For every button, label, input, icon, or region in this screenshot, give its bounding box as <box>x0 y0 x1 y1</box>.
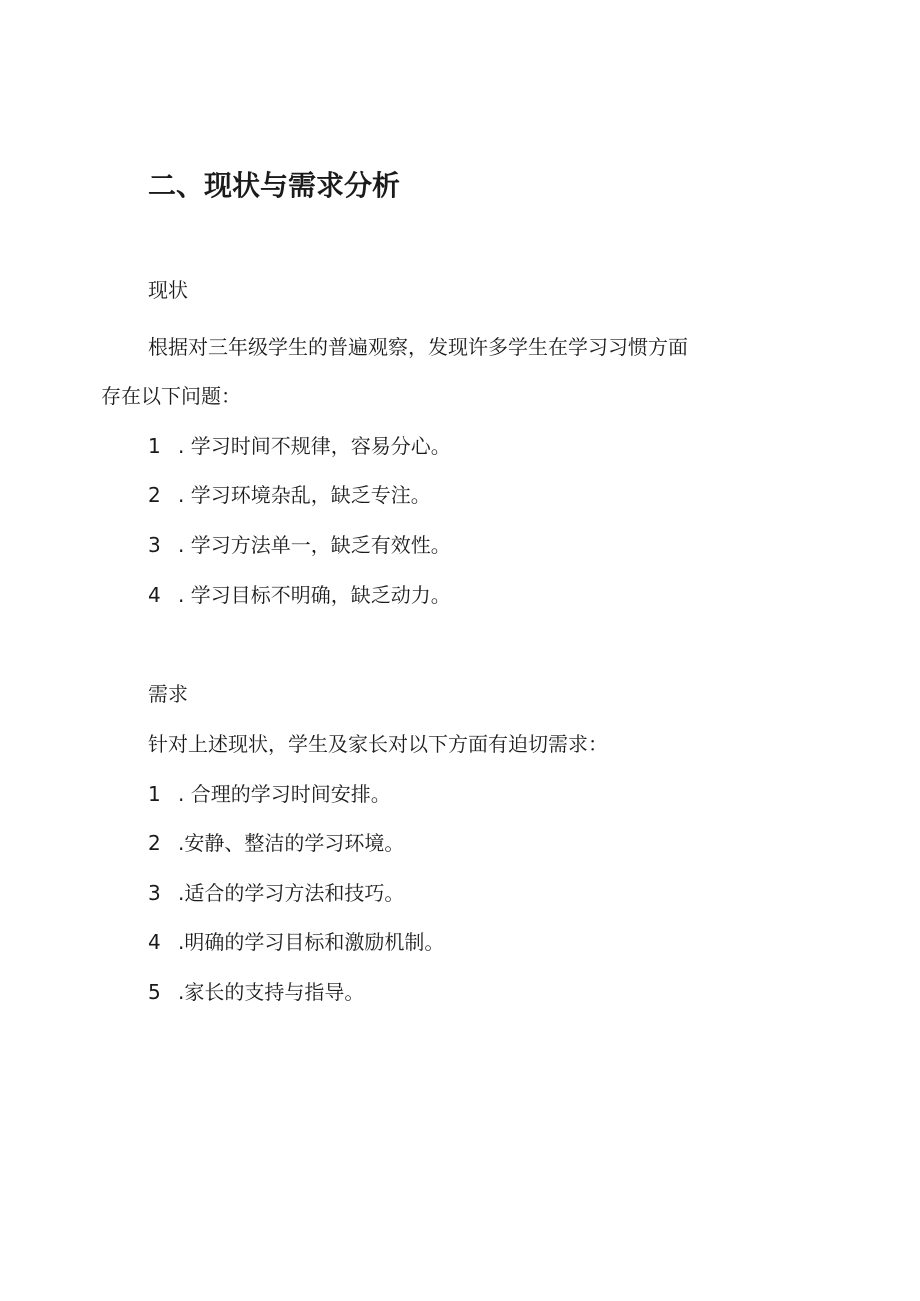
list-item-number: 3 <box>148 881 161 905</box>
list-item-number: 5 <box>148 980 161 1004</box>
status-list-item <box>148 432 451 460</box>
status-subheading: 现状 <box>148 278 188 302</box>
list-item-number: 1 <box>148 434 161 458</box>
list-item-text: .安静、整洁的学习环境。 <box>178 831 405 855</box>
needs-intro: 针对上述现状，学生及家长对以下方面有迫切需求： <box>148 732 608 756</box>
status-list-item <box>148 581 451 609</box>
list-item-number: 2 <box>148 483 161 507</box>
list-item-text: .明确的学习目标和激励机制。 <box>178 930 445 954</box>
needs-subheading: 需求 <box>148 682 188 706</box>
needs-list-item <box>148 879 404 907</box>
status-intro-line-2: 存在以下问题： <box>101 384 241 408</box>
needs-list-item <box>148 829 404 857</box>
status-list-item <box>148 531 451 559</box>
list-item-text: . 合理的学习时间安排。 <box>178 782 391 806</box>
list-item-number: 2 <box>148 831 161 855</box>
list-item-number: 1 <box>148 782 161 806</box>
list-item-text: . 学习方法单一，缺乏有效性。 <box>178 533 451 557</box>
section-heading: 二、现状与需求分析 <box>148 169 401 202</box>
list-item-text: .适合的学习方法和技巧。 <box>178 881 405 905</box>
list-item-number: 3 <box>148 533 161 557</box>
status-list-item <box>148 481 431 509</box>
list-item-text: .家长的支持与指导。 <box>178 980 365 1004</box>
list-item-text: . 学习环境杂乱，缺乏专注。 <box>178 483 431 507</box>
list-item-text: . 学习目标不明确，缺乏动力。 <box>178 583 451 607</box>
needs-list-item <box>148 928 444 956</box>
needs-list-item <box>148 978 364 1006</box>
list-item-text: . 学习时间不规律，容易分心。 <box>178 434 451 458</box>
needs-list-item <box>148 780 391 808</box>
list-item-number: 4 <box>148 583 161 607</box>
list-item-number: 4 <box>148 930 161 954</box>
status-intro-line-1: 根据对三年级学生的普遍观察，发现许多学生在学习习惯方面 <box>148 335 688 359</box>
